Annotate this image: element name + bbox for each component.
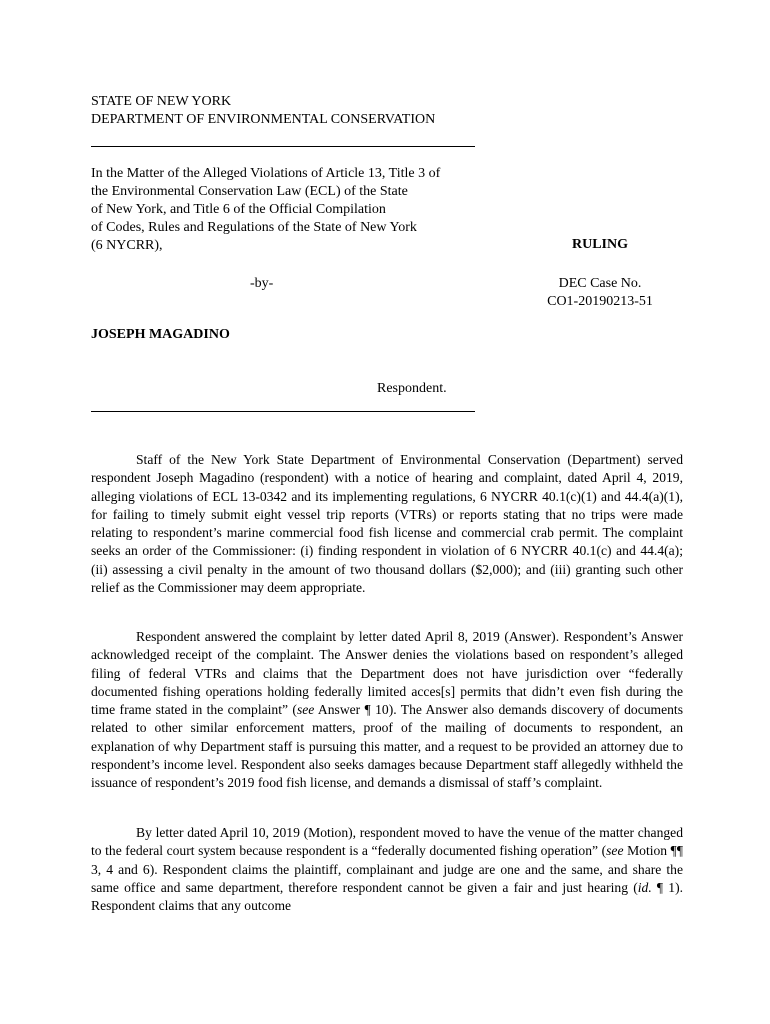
case-info: [530, 275, 670, 311]
paragraph-3-text-a: By letter dated April 10, 2019 (Motion), respondent moved to have the venue of the matter changed to the federal court system because respondent is a “federally documented fishing operation” (: [91, 825, 683, 859]
paragraph-3-text-c: ¶ 1). Respondent claims that any outcome: [91, 879, 683, 914]
header-state: STATE OF NEW YORK: [91, 94, 232, 109]
paragraph-2-see: see: [296, 702, 315, 718]
ruling-title: RULING: [572, 237, 629, 252]
paragraph-3-id: id.: [637, 879, 652, 895]
paragraph-3: [91, 824, 683, 915]
case-label: DEC Case No.: [558, 276, 642, 291]
paragraph-3-text-b: Motion ¶¶ 3, 4 and 6). Respondent claims the plaintiff, complainant and judge are one and the same, and share the same office and same department, therefore respondent cannot be given a fair and just hearing (: [91, 843, 683, 895]
matter-line: (6 NYCRR),: [91, 238, 163, 253]
matter-line: of New York, and Title 6 of the Official Compilation: [91, 202, 386, 217]
paragraph-2: [91, 628, 683, 793]
paragraph-1: [91, 451, 683, 597]
paragraph-2-text-a: Respondent answered the complaint by letter dated April 8, 2019 (Answer). Respondent’s Answer acknowledged receipt of the complaint. The Answer denies the violations based on respondent’s alleged filing of federal VTRs and claims that the Department does not have jurisdiction over “federally documented fishing operations holding federally limited acces[s] permits that didn’t even fish during the time frame stated in the complaint” (: [91, 629, 683, 718]
bottom-divider: [91, 411, 475, 412]
respondent-name: JOSEPH MAGADINO: [91, 327, 230, 342]
matter-line: In the Matter of the Alleged Violations of Article 13, Title 3 of: [91, 166, 441, 181]
header-department: DEPARTMENT OF ENVIRONMENTAL CONSERVATION: [91, 112, 436, 127]
top-divider: [91, 146, 475, 147]
paragraph-3-see: see: [606, 843, 624, 859]
matter-line: the Environmental Conservation Law (ECL) of the State: [91, 184, 408, 199]
by-separator: -by-: [250, 276, 274, 291]
case-number: CO1-20190213-51: [547, 294, 653, 309]
agency-header: [91, 93, 435, 129]
paragraph-2-text-b: Answer ¶ 10). The Answer also demands discovery of documents related to other similar enforcement matters, proof of the mailing of documents to respondent, an explanation of why Department staff is pursuing this matter, and a request to be provided an attorney due to respondent’s income level. Respondent also seeks damages because Department staff allegedly withheld the issuance of respondent’s 2019 food fish license, and demands a dismissal of staff’s complaint.: [91, 702, 683, 791]
matter-line: of Codes, Rules and Regulations of the State of New York: [91, 220, 417, 235]
respondent-label: Respondent.: [377, 381, 447, 396]
matter-caption: [91, 165, 440, 255]
paragraph-1-text: Staff of the New York State Department of Environmental Conservation (Department) served respondent Joseph Magadino (respondent) with a notice of hearing and complaint, dated April 4, 2019, alleging violations of ECL 13-0342 and its implementing regulations, 6 NYCRR 40.1(c)(1) and 44.4(a)(1), for failing to timely submit eight vessel trip reports (VTRs) or reports stating that no trips were made relating to respondent’s marine commercial food fish license and commercial crab permit. The complaint seeks an order of the Commissioner: (i) finding respondent in violation of 6 NYCRR 40.1(c) and 44.4(a); (ii) assessing a civil penalty in the amount of two thousand dollars ($2,000); and (iii) granting such other relief as the Commissioner may deem appropriate.: [91, 452, 683, 596]
